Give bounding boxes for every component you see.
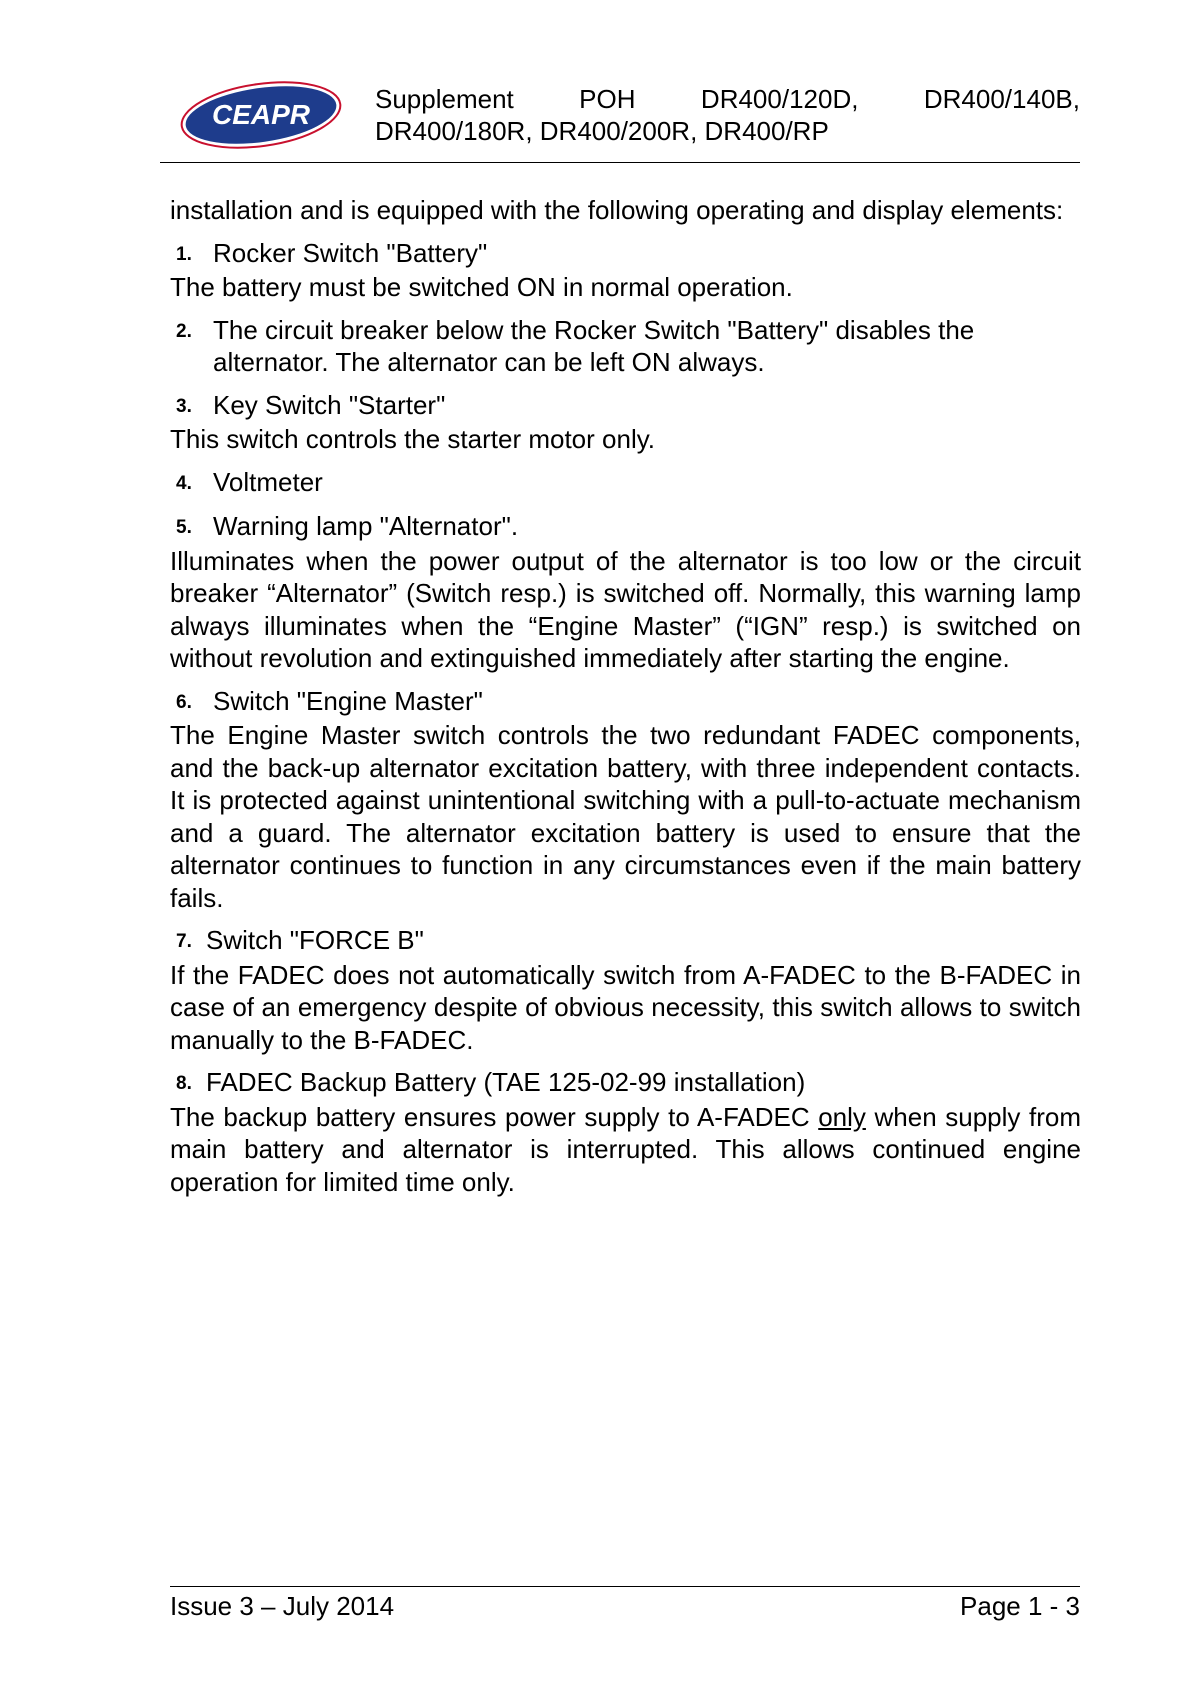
page-body <box>170 194 1081 1208</box>
item-number: 2. <box>176 320 192 342</box>
item-description: Illuminates when the power output of the alternator is too low or the circuit breaker “Alternator” (Switch resp.) is switched off. Normally, this warning lamp always illuminates when the “Engine Master” (“IGN” resp.) is switched on without revolution and extinguished immediately after starting the engine. <box>170 545 1081 673</box>
item-title: Switch "FORCE B" <box>206 925 424 955</box>
page-number: Page 1 - 3 <box>960 1591 1080 1621</box>
intro-paragraph: installation and is equipped with the following operating and display elements: <box>170 195 1064 225</box>
header-divider <box>160 162 1080 163</box>
item-number: 1. <box>176 243 192 265</box>
item-number: 8. <box>176 1073 192 1094</box>
list-item <box>170 237 1081 272</box>
list-item <box>170 510 1081 545</box>
item-number: 5. <box>176 517 192 538</box>
logo-text: CEAPR <box>211 99 311 130</box>
issue-date: Issue 3 – July 2014 <box>170 1591 395 1621</box>
item-title: Rocker Switch "Battery" <box>213 237 488 268</box>
item-title: FADEC Backup Battery (TAE 125-02-99 installation) <box>206 1067 806 1097</box>
page-footer <box>170 1590 1080 1622</box>
item-description: The backup battery ensures power supply to A-FADEC only when supply from main battery and alternator is interrupted. This allows continued engine operation for limited time only. <box>170 1101 1081 1197</box>
item-title: Key Switch "Starter" <box>213 389 446 420</box>
item-title: Switch "Engine Master" <box>213 685 483 716</box>
item-number: 7. <box>176 931 192 952</box>
underlined-only: only <box>818 1101 866 1132</box>
item-description: The battery must be switched ON in normal operation. <box>170 272 793 302</box>
document-title <box>375 83 1080 147</box>
item-title: Voltmeter <box>213 466 323 497</box>
item-number: 6. <box>176 691 192 713</box>
item-description: The Engine Master switch controls the two redundant FADEC components, and the back-up alternator excitation battery, with three independent contacts. It is protected against unintentional switching with a pull-to-actuate mechanism and a guard. The alternator excitation battery is used to ensure that the alternator continues to function in any circumstances even if the main battery fails. <box>170 720 1081 913</box>
list-item <box>170 314 1081 379</box>
footer-divider <box>170 1586 1080 1587</box>
list-item <box>170 685 1081 720</box>
list-item <box>170 924 1081 959</box>
item-number: 4. <box>176 472 192 494</box>
item-description: This switch controls the starter motor only. <box>170 424 656 454</box>
list-item <box>170 466 1081 501</box>
title-line-1: Supplement POH DR400/120D, DR400/140B, <box>375 84 1080 114</box>
item-description: If the FADEC does not automatically switch from A-FADEC to the B-FADEC in case of an emergency despite of obvious necessity, this switch allows to switch manually to the B-FADEC. <box>170 959 1081 1055</box>
item-number: 3. <box>176 395 192 417</box>
page-header <box>160 70 1080 162</box>
ceapr-logo <box>178 80 344 150</box>
item-title: The circuit breaker below the Rocker Switch "Battery" disables the alternator. The alternator can be left ON always. <box>213 314 975 377</box>
item-title: Warning lamp "Alternator". <box>213 511 519 541</box>
list-item <box>170 1066 1081 1101</box>
title-line-2: DR400/180R, DR400/200R, DR400/RP <box>375 116 829 146</box>
list-item <box>170 389 1081 424</box>
